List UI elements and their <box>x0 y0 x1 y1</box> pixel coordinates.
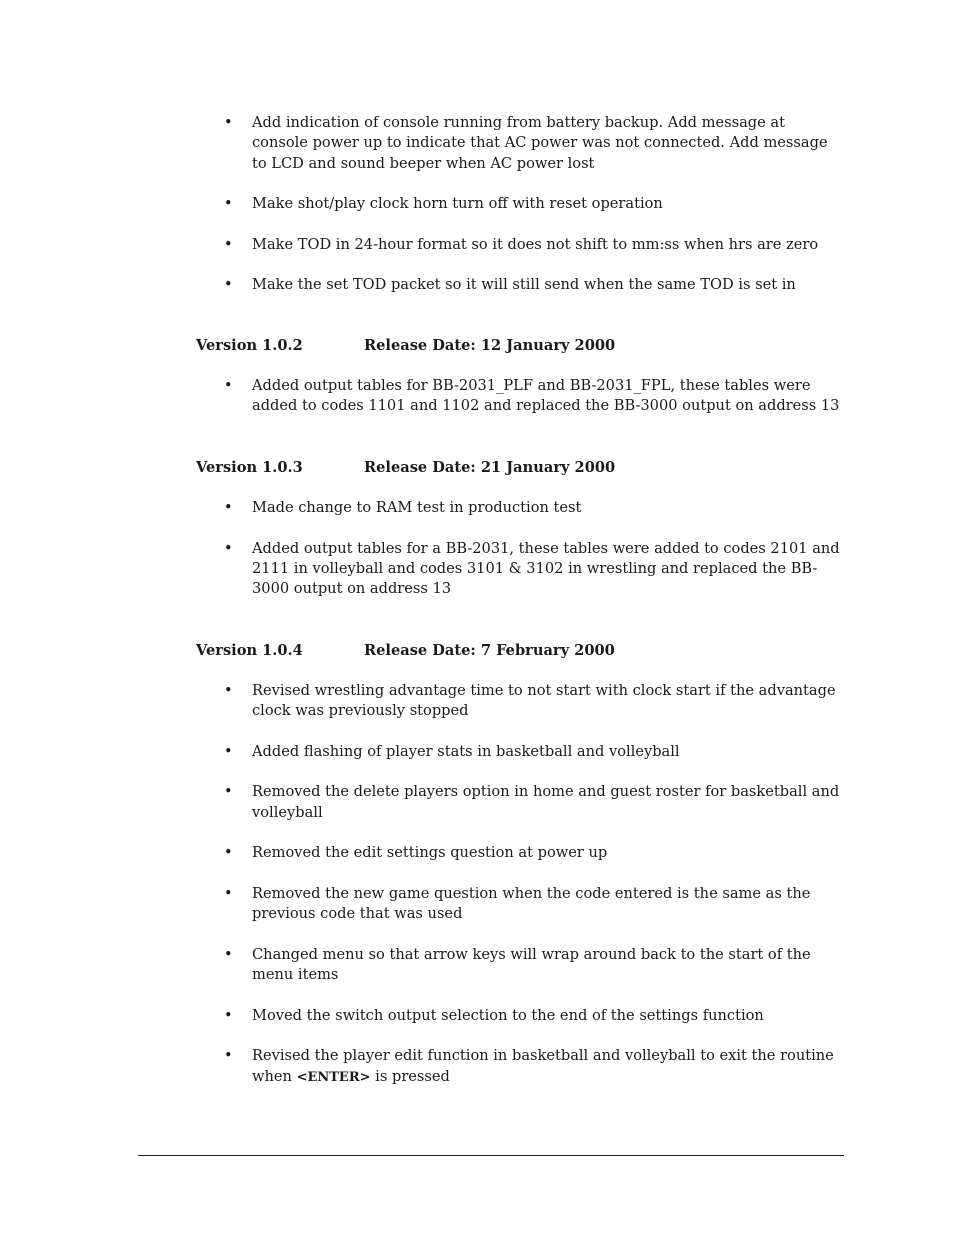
list-item-text: Make the set TOD packet so it will still send when the same TOD is set in <box>252 276 796 294</box>
bullet-icon: • <box>224 499 233 516</box>
list-item-text: Moved the switch output selection to the end of the settings function <box>252 1006 764 1024</box>
list-item-text: Add indication of console running from battery backup. Add message at console power up to indicate that AC power was not connected. Add message to LCD and sound beeper when AC power lost <box>252 114 828 172</box>
list-item <box>222 1046 844 1088</box>
bullet-icon: • <box>224 682 233 699</box>
bullet-list-1-0-2 <box>222 376 844 417</box>
bullet-list-1-0-3 <box>222 498 844 599</box>
list-item-text: Removed the delete players option in home and guest roster for basketball and volleyball <box>252 783 840 821</box>
footer-divider <box>138 1155 844 1156</box>
version-heading-1-0-2 <box>196 336 615 356</box>
list-item-text: Make shot/play clock horn turn off with reset operation <box>252 195 663 213</box>
list-item <box>222 275 844 295</box>
list-item <box>222 884 844 925</box>
list-item-text-before: Revised the player edit function in basketball and volleyball to exit the routine when <box>252 1047 834 1085</box>
list-item-text-after: is pressed <box>370 1067 450 1085</box>
list-item <box>222 681 844 722</box>
bullet-list-1-0-4 <box>222 681 844 1088</box>
list-item-text: Added output tables for a BB-2031, these tables were added to codes 2101 and 2111 in volleyball and codes 3101 & 3102 in wrestling and replaced the BB-3000 output on address 13 <box>252 539 840 598</box>
release-date: Release Date: 12 January 2000 <box>364 337 616 354</box>
bullet-icon: • <box>224 742 233 760</box>
list-item-text: Added output tables for BB-2031_PLF and BB-2031_FPL, these tables were added to codes 1101 and 1102 and replaced the BB-3000 output on address 13 <box>252 377 840 415</box>
list-item <box>222 945 844 986</box>
list-item-text: Removed the edit settings question at power up <box>252 844 608 862</box>
version-heading-1-0-4 <box>196 641 615 661</box>
bullet-icon: • <box>224 235 233 253</box>
version-label: Version 1.0.4 <box>196 642 303 659</box>
bullet-icon: • <box>224 539 233 557</box>
bullet-icon: • <box>224 945 233 963</box>
bullet-icon: • <box>224 1047 233 1065</box>
list-item <box>222 376 844 417</box>
list-item <box>222 742 844 762</box>
version-label: Version 1.0.2 <box>196 337 303 354</box>
enter-key-label: <ENTER> <box>296 1069 371 1085</box>
bullet-icon: • <box>224 377 233 394</box>
bullet-icon: • <box>224 276 233 294</box>
list-item-text: Added flashing of player stats in basketball and volleyball <box>252 742 680 760</box>
bullet-icon: • <box>224 844 233 862</box>
release-date: Release Date: 7 February 2000 <box>364 642 615 659</box>
release-date: Release Date: 21 January 2000 <box>364 459 616 476</box>
version-label: Version 1.0.3 <box>196 459 303 476</box>
list-item <box>222 843 844 863</box>
list-item-text: Make TOD in 24-hour format so it does not shift to mm:ss when hrs are zero <box>252 235 819 253</box>
bullet-icon: • <box>224 114 233 131</box>
list-item <box>222 782 844 823</box>
list-item <box>222 1006 844 1026</box>
bullet-list-top <box>222 113 844 296</box>
list-item-text: Revised wrestling advantage time to not start with clock start if the advantage clock was previously stopped <box>252 682 836 720</box>
bullet-icon: • <box>224 884 233 902</box>
bullet-icon: • <box>224 783 233 801</box>
version-heading-1-0-3 <box>196 458 615 478</box>
list-item-text: Made change to RAM test in production test <box>252 499 582 516</box>
list-item <box>222 539 844 600</box>
bullet-icon: • <box>224 195 233 213</box>
list-item <box>222 113 844 174</box>
list-item-text: Removed the new game question when the code entered is the same as the previous code that was used <box>252 884 811 923</box>
list-item-text: Changed menu so that arrow keys will wrap around back to the start of the menu items <box>252 945 811 984</box>
bullet-icon: • <box>224 1006 233 1024</box>
list-item <box>222 235 844 255</box>
list-item <box>222 498 844 518</box>
list-item <box>222 194 844 214</box>
list-item-text <box>252 1046 844 1088</box>
